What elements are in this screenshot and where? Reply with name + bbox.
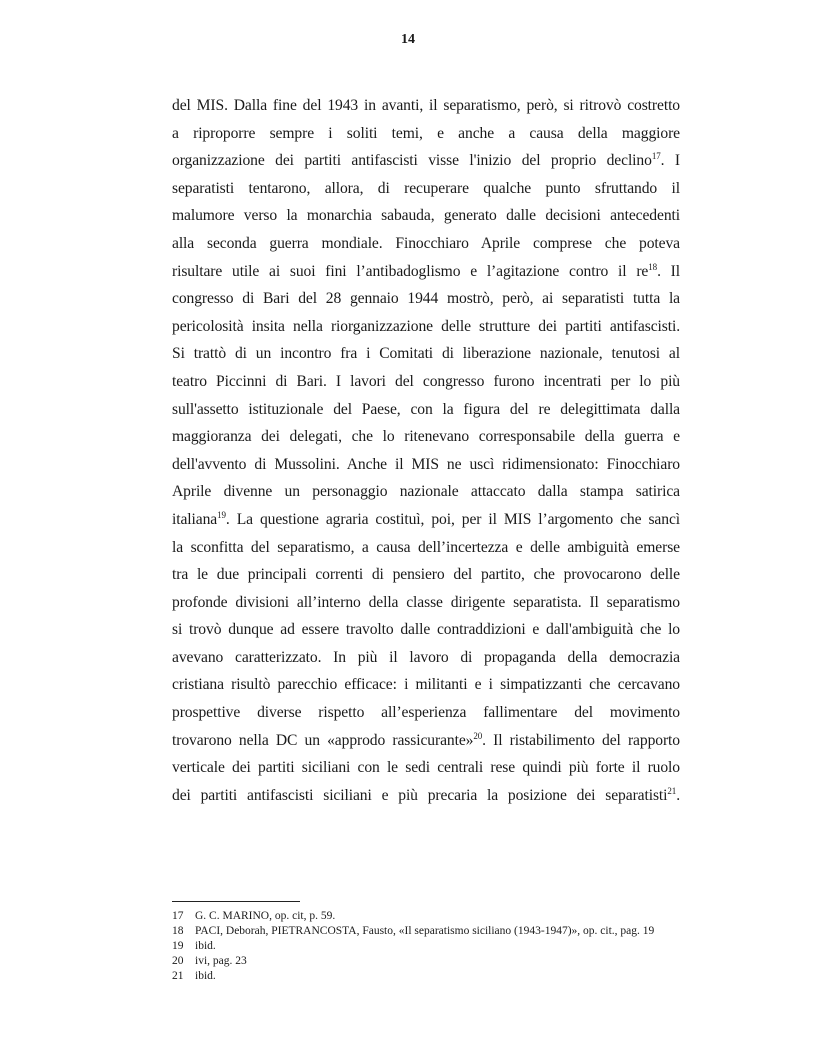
text-line	[172, 727, 680, 755]
footnote-ref-21: 21	[667, 785, 677, 796]
text-line	[172, 506, 680, 534]
footnote-number: 21	[172, 970, 184, 982]
text-segment: italiana	[172, 510, 218, 528]
text-segment: trovarono nella DC un «approdo rassicurante»	[172, 731, 474, 749]
footnote	[172, 909, 680, 924]
footnote-number: 19	[172, 940, 184, 952]
text-line	[172, 258, 680, 286]
footnote-text: PACI, Deborah, PIETRANCOSTA, Fausto, «Il separatismo siciliano (1943-1947)», op. cit., pag. 19	[195, 925, 655, 937]
text-line: del MIS. Dalla fine del 1943 in avanti, il separatismo, però, si ritrovò costretto	[172, 97, 680, 114]
text-segment: . La questione agraria costituì, poi, per il MIS l’argomento che sancì	[225, 510, 680, 528]
text-segment: . I	[660, 152, 680, 170]
footnote-separator	[172, 901, 300, 902]
text-line	[172, 782, 680, 810]
footnote-text: ivi, pag. 23	[195, 955, 247, 967]
text-line: separatisti tentarono, allora, di recuperare qualche punto sfruttando il	[172, 179, 680, 197]
footnote-ref-17: 17	[651, 151, 661, 162]
text-segment: . Il ristabilimento del rapporto	[482, 731, 680, 749]
text-line: verticale dei partiti siciliani con le sedi centrali rese quindi più forte il ruolo	[172, 759, 680, 777]
text-line: Si trattò di un incontro fra i Comitati di liberazione nazionale, tenutosi al	[172, 345, 680, 363]
text-line: a riproporre sempre i soliti temi, e anche a causa della maggiore	[172, 124, 680, 142]
text-line: cristiana risultò parecchio efficace: i militanti e i simpatizzanti che cercavano	[172, 676, 680, 694]
footnote	[172, 939, 680, 954]
footnote-text: ibid.	[195, 940, 216, 952]
text-line: malumore verso la monarchia sabauda, generato dalle decisioni antecedenti	[172, 207, 680, 225]
text-line: alla seconda guerra mondiale. Finocchiaro Aprile comprese che poteva	[172, 234, 680, 252]
footnote-text: ibid.	[195, 970, 216, 982]
footnote-number: 20	[172, 955, 184, 967]
text-line: congresso di Bari del 28 gennaio 1944 mostrò, però, ai separatisti tutta la	[172, 290, 680, 308]
text-line: sull'assetto istituzionale del Paese, con la figura del re delegittimata dalla	[172, 400, 680, 418]
text-segment: organizzazione dei partiti antifascisti visse l'inizio del proprio declino	[172, 152, 652, 170]
text-segment: dei partiti antifascisti siciliani e più precaria la posizione dei separatisti	[172, 786, 668, 804]
footnote	[172, 954, 680, 969]
body-text	[172, 92, 680, 809]
text-line: avevano caratterizzato. In più il lavoro di propaganda della democrazia	[172, 648, 680, 666]
text-line: la sconfitta del separatismo, a causa dell’incertezza e delle ambiguità emerse	[172, 538, 680, 556]
footnote-ref-20: 20	[473, 730, 483, 741]
footnote-number: 18	[172, 925, 184, 937]
text-line: Aprile divenne un personaggio nazionale attaccato dalla stampa satirica	[172, 483, 680, 501]
text-segment: risultare utile ai suoi fini l’antibadoglismo e l’agitazione contro il re	[172, 262, 649, 280]
text-line: pericolosità insita nella riorganizzazione delle strutture dei partiti antifascisti.	[172, 317, 680, 335]
text-line: prospettive diverse rispetto all’esperienza fallimentare del movimento	[172, 704, 680, 722]
text-line: profonde divisioni all’interno della classe dirigente separatista. Il separatismo	[172, 593, 680, 611]
text-line: tra le due principali correnti di pensiero del partito, che provocarono delle	[172, 566, 680, 584]
text-line: maggioranza dei delegati, che lo ritenevano corresponsabile della guerra e	[172, 428, 680, 446]
text-line: si trovò dunque ad essere travolto dalle contraddizioni e dall'ambiguità che lo	[172, 621, 680, 639]
footnotes	[172, 909, 680, 984]
text-line: dell'avvento di Mussolini. Anche il MIS ne uscì ridimensionato: Finocchiaro	[172, 455, 680, 473]
footnote-ref-19: 19	[217, 509, 226, 520]
footnote-text: G. C. MARINO, op. cit, p. 59.	[195, 910, 336, 922]
footnote-ref-18: 18	[648, 261, 658, 272]
text-segment: .	[676, 786, 680, 804]
text-line	[172, 147, 680, 175]
text-segment: . Il	[657, 262, 680, 280]
footnote-number: 17	[172, 910, 184, 922]
footnote	[172, 924, 680, 939]
page-number: 14	[401, 32, 415, 47]
text-line: teatro Piccinni di Bari. I lavori del congresso furono incentrati per lo più	[172, 372, 680, 390]
footnote	[172, 969, 680, 984]
